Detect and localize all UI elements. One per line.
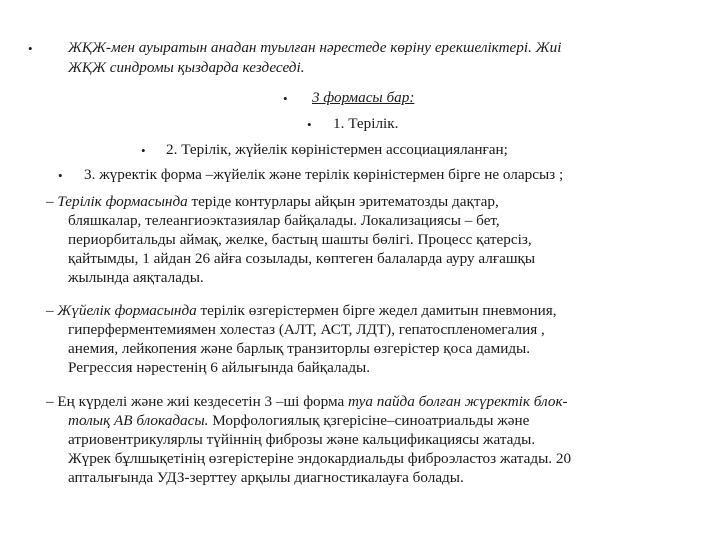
skin-para-line-4: қайтымды, 1 айдан 26 айға созылады, көптеген балаларда ауру алғашқы	[68, 250, 536, 267]
dash: –	[46, 393, 58, 410]
cardiac-text: Ең күрделі және жиі кездесетін 3 –ші форма	[57, 393, 349, 410]
skin-para-line-1	[46, 192, 499, 211]
cardiac-para-line-2	[68, 411, 529, 430]
cardiac-para-line-1	[46, 392, 568, 411]
dash: –	[46, 193, 58, 210]
form-item-2: 2. Терілік, жүйелік көріністермен ассоциацияланған;	[166, 141, 508, 158]
bullet-icon: •	[58, 168, 63, 183]
intro-line-1: ЖҚЖ-мен ауыратын анадан туылған нәрестеде көріну ерекшеліктері. Жиі	[68, 39, 562, 56]
form-item-1: 1. Терілік.	[333, 115, 399, 132]
systemic-para-line-2: гиперферментемиямен холестаз (АЛТ, АСТ, ЛДТ), гепатоспленомегалия ,	[68, 321, 545, 338]
systemic-form-term: Жүйелік формасында	[57, 302, 197, 319]
bullet-icon: •	[28, 41, 33, 56]
intro-line-2: ЖҚЖ синдромы қыздарда кездеседі.	[68, 59, 305, 76]
skin-para-line-2: бляшкалар, телеангиоэктазиялар байқалады. Локализациясы – бет,	[68, 212, 500, 229]
cardiac-text: Морфологиялық қзгерісіне–синоатриальды және	[208, 412, 530, 429]
systemic-para-line-1	[46, 301, 557, 320]
skin-para-line-5: жылында аяқталады.	[68, 269, 204, 286]
skin-para-line-3: периорбитальды аймақ, желке, бастың шашты бөлігі. Процесс қатерсіз,	[68, 231, 532, 248]
skin-form-term: Терілік формасында	[57, 193, 188, 210]
skin-text: теріде контурлары айқын эритематозды дақтар,	[187, 193, 499, 210]
bullet-icon: •	[283, 91, 288, 106]
dash: –	[46, 302, 58, 319]
systemic-para-line-4: Регрессия нәрестенің 6 айлығында байқалады.	[68, 359, 371, 376]
cardiac-form-term: туа пайда болған жүректік блок-	[348, 393, 568, 410]
systemic-para-line-3: анемия, лейкопения және барлық транзиторлы өзгерістер қоса дамиды.	[68, 340, 531, 357]
cardiac-para-line-5: апталығында УДЗ-зерттеу арқылы диагностикалауға болады.	[68, 469, 464, 486]
bullet-icon: •	[307, 117, 312, 132]
cardiac-para-line-4: Жүрек бұлшықетінің өзгерістеріне эндокардиальды фиброэластоз жатады. 20	[68, 450, 572, 467]
cardiac-block-term: толық АВ блокадасы.	[68, 412, 209, 429]
bullet-icon: •	[141, 143, 146, 158]
forms-heading: 3 формасы бар:	[312, 89, 415, 106]
form-item-3: 3. жүректік форма –жүйелік және терілік көріністермен бірге не оларсыз ;	[84, 166, 564, 183]
cardiac-para-line-3: атриовентрикулярлы түйіннің фиброзы және кальцификациясы жатады.	[68, 431, 536, 448]
systemic-text: терілік өзгерістермен бірге жедел дамитын пневмония,	[196, 302, 557, 319]
